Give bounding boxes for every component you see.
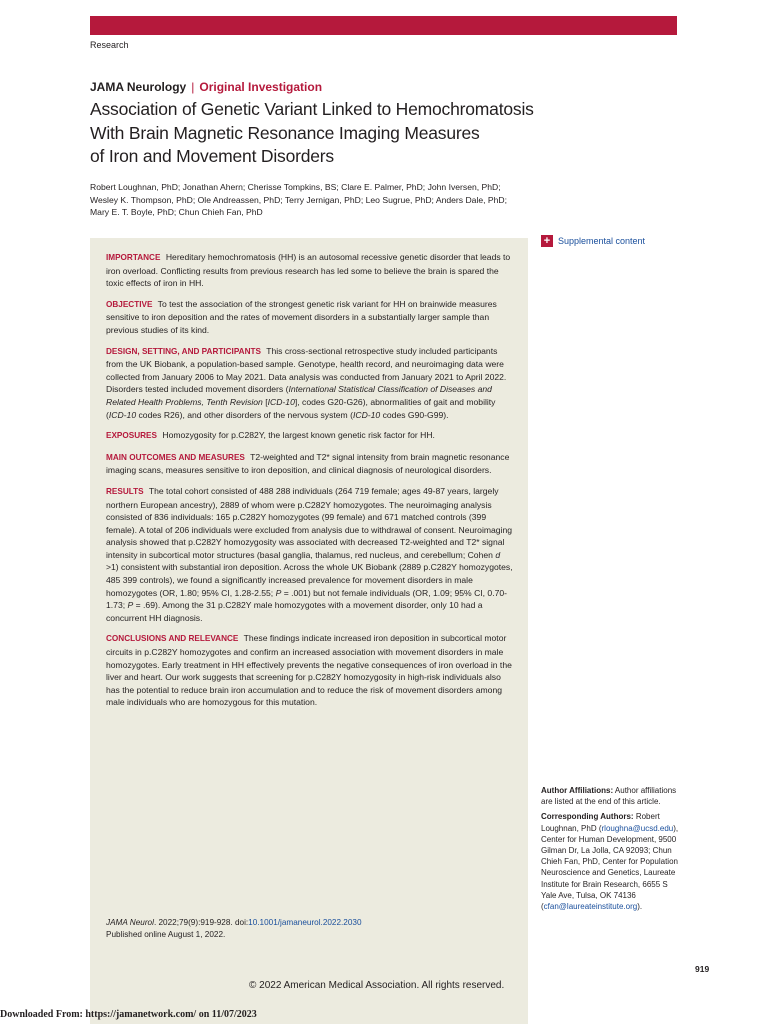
affiliations-label: Author Affiliations: [541,786,614,795]
corresponding-text: ), Center for Human Development, 9500 Gilman Dr, La Jolla, CA 92093; Chun Chieh Fan, PhD, Center for Population Neuroscience and Genetics, Laureate Institute for Brain Research, 6655 S Yale Ave, Tulsa, OK 74136 ( [541,823,679,912]
abstract-text: Homozygosity for p.C282Y, the largest known genetic risk factor for HH. [162,430,435,441]
published-date: Published online August 1, 2022. [106,929,226,939]
abstract-text: = .001) but not female individuals (OR, 1.09; 95% CI, 0.70-1.73; [106,587,508,611]
abstract-italic: d [495,549,501,560]
page-number: 919 [695,964,710,974]
abstract-conclusions [106,632,514,709]
abstract-text: codes R26), and other disorders of the nervous system ( [136,409,353,420]
abstract-text: This cross-sectional retrospective study included participants from the UK Biobank, a population-based sample. Genotype, health record, and neuroimaging data were collected from January 2006 to May 2021. Data analysis was conducted from January 2021 to April 2022. Disorders tested included movement disorders ( [106,345,507,395]
abstract-text: Hereditary hemochromatosis (HH) is an autosomal recessive genetic disorder that leads to iron overload. Conflicting results from previous research has led some to believe the brain is spared the toxic effects of iron in HH. [106,252,511,289]
abstract-text: codes G90-G99). [380,409,449,420]
author-line: Wesley K. Thompson, PhD; Ole Andreassen, PhD; Terry Jernigan, PhD; Leo Sugrue, PhD; Anders Dale, PhD; [90,194,508,205]
supplemental-label[interactable]: Supplemental content [558,236,646,246]
abstract-text: ], codes G20-G26), abnormalities of gait and mobility ( [106,396,496,420]
author-line: Mary E. T. Boyle, PhD; Chun Chieh Fan, PhD [90,207,263,217]
download-notice: Downloaded From: https://jamanetwork.com/ on 11/07/2023 [0,1009,257,1020]
title-line: With Brain Magnetic Resonance Imaging Measures [90,122,480,143]
citation-journal: JAMA Neurol [106,918,154,927]
abstract-italic: ICD-10 [352,409,381,420]
abstract-text: To test the association of the strongest genetic risk variant for HH on brainwide measures sensitive to iron deposition and the rates of movement disorders in a substantially larger sample than previous studies of its kind. [106,298,497,335]
abstract-text: T2-weighted and T2* signal intensity from brain magnetic resonance imaging scans, measures sensitive to iron deposition, and clinical diagnosis of neurological disorders. [106,451,510,476]
abstract-italic: P [127,600,134,611]
abstract-text: The total cohort consisted of 488 288 individuals (264 719 female; ages 49-87 years, largely northern European ancestry), 2889 of whom were p.C282Y homozygotes. The neuroimaging analysis consisted of 836 individuals: 165 p.C282Y homozygotes (99 female) and 671 matched controls (399 female). A total of 206 individuals were excluded from analysis due to withdrawal of consent. Neuroimaging analysis showed that p.C282Y homozygosity was associated with decreased T2-weighted and T2* signal intensity in subcortical motor structures (basal ganglia, thalamus, red nucleus, and cerebellum; Cohen [106,485,513,560]
abstract-text: [ [262,396,268,407]
corresponding-label: Corresponding Authors: [541,812,634,822]
article-title [90,98,590,169]
abstract-italic: International Statistical Classification of Diseases and Related Health Problems, Tenth Revision [106,384,492,407]
abstract-italic: ICD-10 [267,396,295,407]
abstract-italic: ICD-10 [108,409,137,420]
abstract-heading: MAIN OUTCOMES AND MEASURES [106,452,245,462]
abstract-importance [106,251,514,290]
corresponding-text: ). [637,902,643,912]
abstract-italic: P [275,587,282,598]
abstract-results [106,485,514,625]
journal-name: JAMA Neurology [90,80,187,94]
author-list [90,181,530,219]
journal-separator: | [191,80,195,94]
abstract-text: = .69). Among the 31 p.C282Y male homozygotes with a movement disorder, only 10 had a concurrent HH diagnosis. [106,600,483,623]
abstract-heading: DESIGN, SETTING, AND PARTICIPANTS [106,346,261,356]
corresponding-text: Robert Loughnan, PhD ( [541,812,660,833]
citation-details: . 2022;79(9):919-928. doi: [153,918,249,927]
abstract-heading: CONCLUSIONS AND RELEVANCE [106,634,239,644]
email-link[interactable]: cfan@laureateinstitute.org [543,902,638,912]
abstract-objective [106,298,514,337]
abstract-heading: OBJECTIVE [106,299,153,309]
plus-icon: + [541,235,553,247]
author-info-sidebar [541,785,681,916]
doi-link[interactable]: 10.1001/jamaneurol.2022.2030 [248,918,362,927]
title-line: Association of Genetic Variant Linked to Hemochromatosis [90,99,534,119]
author-line: Robert Loughnan, PhD; Jonathan Ahern; Cherisse Tompkins, BS; Clare E. Palmer, PhD; John Iversen, PhD; [90,182,501,192]
affiliations-text: Author affiliations are listed at the end of this article. [541,786,677,807]
abstract-heading: RESULTS [106,486,144,496]
abstract-heading: EXPOSURES [106,431,157,441]
abstract-design [106,345,514,422]
abstract [106,251,514,717]
abstract-heading: IMPORTANCE [106,253,161,262]
author-affiliations [541,785,681,807]
article-type: Original Investigation [199,80,323,94]
header-color-bar [90,16,677,35]
abstract-text: >1) consistent with substantial iron deposition. Across the whole UK Biobank (2889 p.C282Y homozygotes, 485 399 controls), we found a significantly increased prevalence for movement disorders in male homozygotes (OR, 1.80; 95% CI, 1.28-2.55; [106,562,513,598]
supplemental-content-link[interactable] [541,235,645,247]
abstract-exposures [106,429,514,443]
abstract-outcomes [106,451,514,477]
journal-line [90,80,322,94]
abstract-text: These findings indicate increased iron deposition in subcortical motor circuits in p.C282Y homozygotes and confirm an increased association with movement disorders in male homozygotes. Early treatment in HH effectively prevents the negative consequences of iron overload in the liver and heart. Our work suggests that screening for p.C282Y homozygosity in high-risk individuals also has the potential to reduce brain iron accumulation and to reduce the risk of movement disorders among male individuals who are homozygous for this mutation. [106,633,512,708]
copyright-notice: © 2022 American Medical Association. All rights reserved. [249,980,505,991]
corresponding-authors [541,811,681,912]
title-line: of Iron and Movement Disorders [90,146,334,166]
citation [106,917,506,940]
email-link[interactable]: rloughna@ucsd.edu [601,823,674,833]
section-label: Research [90,40,129,50]
